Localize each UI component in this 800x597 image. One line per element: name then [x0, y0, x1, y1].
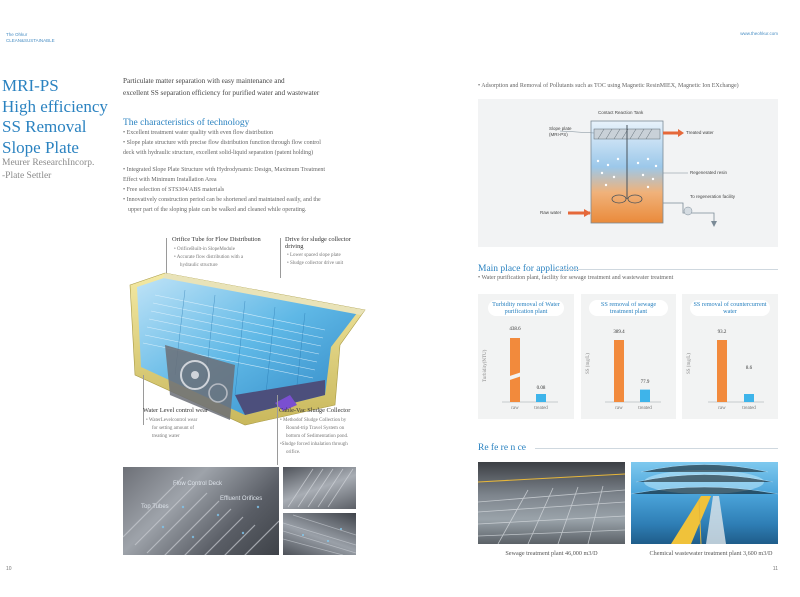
char-line: • Integrated Slope Plate Structure with Hydrodynamic Design, Maximum Treatment [123, 166, 326, 173]
manufacturer-name: Meurer ResearchIncorp. [2, 158, 95, 168]
page-number-left: 10 [6, 566, 12, 572]
label-regenerated-resin: Regenerated resin [690, 170, 728, 175]
callout-line-text: • Accurate flow distribution with a [174, 255, 244, 260]
chart-3-tick-label: raw [718, 406, 726, 411]
chart-1-bar-raw [510, 338, 520, 402]
application-heading: Main place for application [478, 264, 579, 274]
brand-name: The Ohkur [6, 32, 28, 37]
chart-1-value-label: 438.6 [509, 327, 521, 332]
photo-label-orifices: Effluent Orifices [220, 496, 263, 502]
title-line-3: SS Removal [2, 117, 87, 136]
photo-label-tubes: Top Tubes [141, 504, 169, 510]
chart-1-tick-label: raw [511, 406, 519, 411]
reference-rule [535, 448, 778, 449]
char-line: • Innovatively construction period can be shortened and maintained easily, and the [123, 197, 321, 204]
char-line: • Free selection of STS304/ABS materials [123, 187, 225, 194]
module-photo-bottom [283, 513, 356, 555]
product-type: -Plate Settler [2, 171, 52, 181]
chart-panel-2 [581, 294, 676, 419]
reference-caption-chemical: Chemical wastewater treatment plant 3,600 m3/D [649, 550, 773, 557]
intro-line-2: excellent SS separation efficiency for purified water and wastewater [123, 88, 320, 97]
intro-text [123, 76, 373, 99]
label-contact-tank: Contact Reaction Tank [598, 110, 644, 115]
manufacturer [2, 157, 124, 183]
application-rule [555, 269, 778, 270]
reference-photo-sewage [478, 462, 625, 544]
chart-3-plot [682, 294, 778, 419]
label-slope-plate [549, 126, 572, 138]
chart-panel-3 [682, 294, 778, 419]
chart-1-bar-treated [536, 394, 546, 402]
callout-line [277, 395, 278, 465]
chart-2-value-label: 77.9 [640, 380, 650, 385]
callout-drive-title-2: driving [285, 243, 304, 250]
chart-3-value-label: 8.6 [745, 366, 753, 371]
chart-2-bar-treated [640, 390, 650, 402]
label-slope-plate-2: (MRI-PS) [549, 132, 568, 137]
chart-3-title: SS removal of countercurrent water [690, 300, 770, 316]
module-photo-top [283, 467, 356, 509]
label-slope-plate-1: Slope plate [549, 126, 572, 131]
callout-line-text: • Sludge collector drive unit [287, 261, 344, 266]
callout-line-text: • Methodof Sludge Collection by [280, 418, 347, 423]
callout-cablevac-body [279, 417, 389, 457]
reference-caption-sewage: Sewage treatment plant 46,000 m3/D [505, 550, 598, 557]
callout-line-text: hydraulic structure [180, 263, 218, 268]
chart-1-plot [478, 294, 574, 419]
label-treated-water: Treated water [686, 130, 714, 135]
callout-line-text: • OrificeBuilt-in SlopeModule [174, 247, 235, 252]
callout-line-text: for setting amount of [152, 426, 195, 431]
brand-tagline: CLEAN&SUSTAINABLE [6, 38, 55, 43]
characteristics-list [123, 128, 383, 216]
callout-cablevac-title: Cable-Vac Sludge Collector [279, 407, 351, 414]
chart-2-plot [581, 294, 676, 419]
reference-photo-chemical [631, 462, 778, 544]
chart-3-bar-raw [717, 340, 727, 402]
callout-wear-title: Water Level control wear [143, 407, 208, 414]
title-line-4: Slope Plate [2, 137, 79, 157]
chart-2-value-label: 389.4 [613, 330, 625, 335]
title-line-2: High efficiency [2, 96, 108, 116]
process-diagram-panel [478, 99, 778, 247]
chart-2-tick-label: raw [615, 406, 623, 411]
chart-panel-1 [478, 294, 574, 419]
callout-line-text: treating water [152, 434, 180, 439]
char-line: • Excellent treatment water quality with even flow distribution [123, 130, 274, 136]
callout-line-text: Round-trip Travel System on [286, 426, 345, 431]
callout-orifice-title: Orifice Tube for Flow Distribution [172, 236, 261, 243]
callout-line-text: • Lower spaced slope plate [287, 253, 341, 258]
chart-3-tick-label: treated [742, 406, 756, 411]
adsorption-note: • Adsorption and Removal of Pollutants such as TOC using Magnetic ResinMIEX, Magnetic Ion EXchange) [478, 83, 739, 89]
callout-wear [143, 407, 253, 441]
callout-cablevac [279, 407, 389, 457]
chart-2-bar-raw [614, 340, 624, 402]
callout-line-text: • WaterLevelcontrol wear [146, 418, 198, 423]
char-line: deck with hydraulic structure, excellent solid-liquid separation (patent holding) [123, 150, 314, 157]
website-url: www.theohkur.com [740, 31, 778, 36]
title-line-1: MRI-PS [2, 76, 59, 95]
slope-plate-illustration [125, 255, 370, 430]
char-line: • Slope plate structure with precise flow distribution function through flow control [123, 140, 321, 147]
label-raw-water: Raw water [540, 210, 562, 215]
intro-line-1: Particulate matter separation with easy maintenance and [123, 77, 285, 85]
callout-line-text: bottom of Sedimentation pond. [286, 434, 349, 439]
chart-2-tick-label: treated [638, 406, 652, 411]
page-number-right: 11 [772, 566, 778, 572]
chart-1-value-label: 0.08 [536, 386, 546, 391]
photo-label-deck: Flow Control Deck [173, 481, 223, 487]
chart-2-ylabel: SS (mg/L) [586, 353, 591, 374]
module-photo-large [123, 467, 279, 555]
process-diagram [478, 99, 778, 247]
callout-drive-title: Drive for sludge collector [285, 236, 351, 243]
char-line: Effect with Minimum Installation Area [123, 176, 217, 183]
callout-line-text: •Sludge forced inhalation through [280, 442, 348, 447]
chart-2-title: SS removal of sewage treatment plant [589, 300, 668, 316]
characteristics-heading: The characteristics of technology [123, 118, 250, 128]
chart-3-bar-treated [744, 394, 754, 402]
callout-wear-body [143, 417, 253, 441]
page-title [2, 76, 124, 158]
chart-1-title: Turbidity removal of Water purification plant [488, 300, 564, 316]
brand [6, 32, 55, 44]
chart-1-tick-label: treated [534, 406, 548, 411]
chart-3-ylabel: SS (mg/L) [687, 353, 692, 374]
chart-1-ylabel: Turbidity(NTU) [483, 349, 488, 382]
char-line: upper part of the sloping plate can be walked and cleaned while operating. [128, 207, 307, 214]
label-regeneration-facility: To regeneration facility [690, 194, 736, 199]
callout-line-text: orifice. [286, 450, 301, 455]
application-note: • Water purification plant, facility for sewage treatment and wastewater treatment [478, 275, 674, 281]
chart-3-value-label: 93.2 [717, 330, 727, 335]
reference-heading: Re fe re n ce [478, 443, 526, 453]
